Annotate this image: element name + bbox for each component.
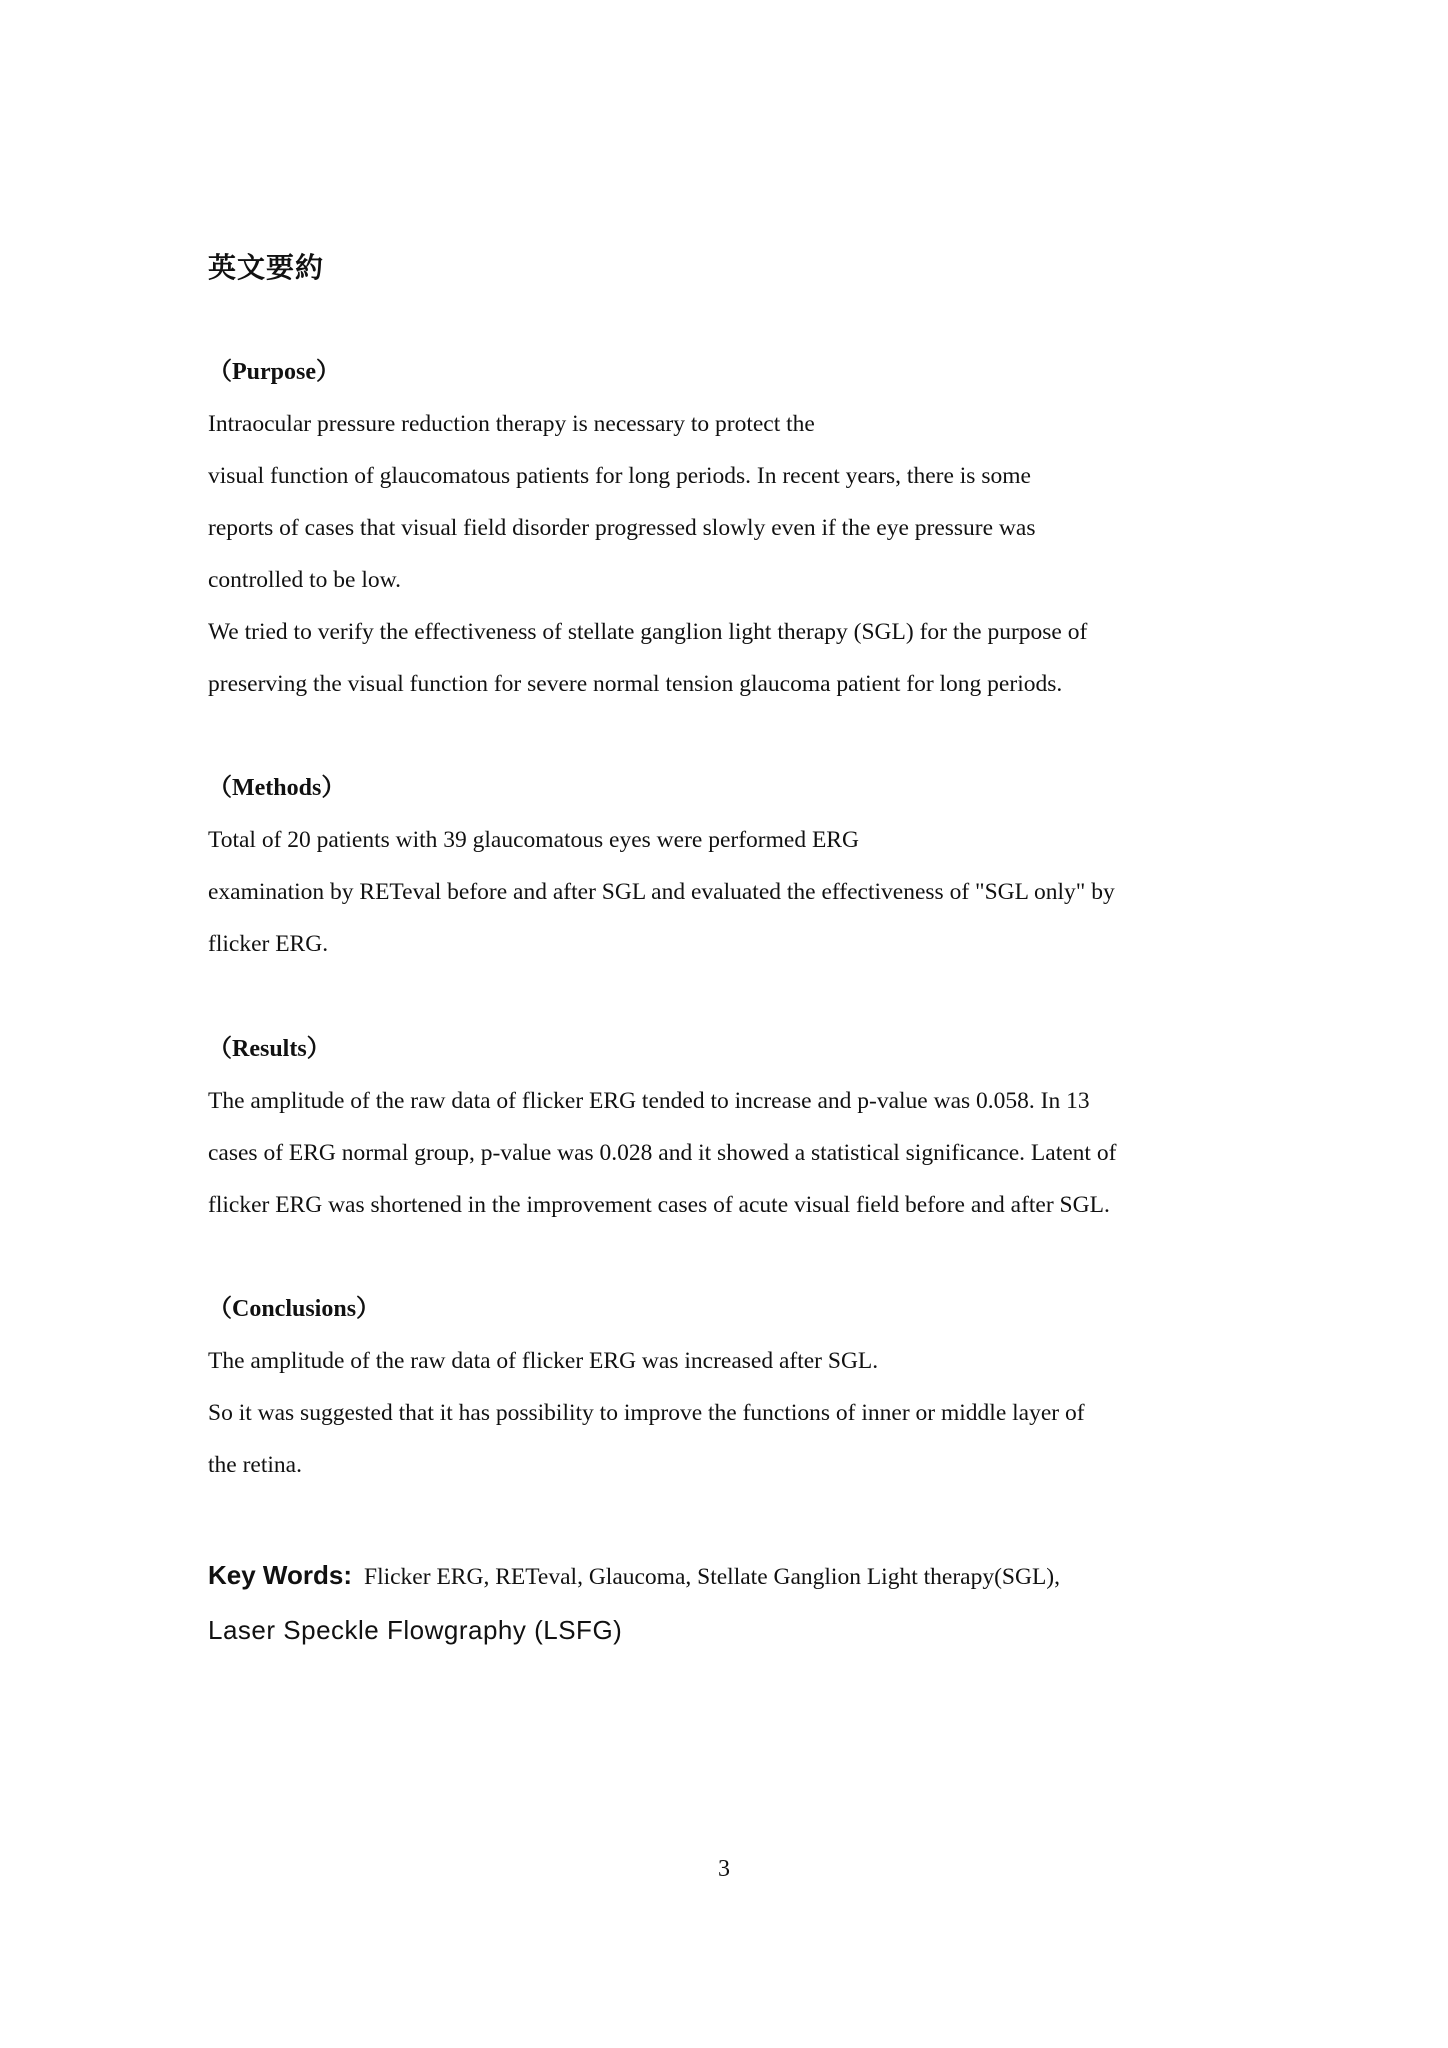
keywords-row	[208, 1550, 1308, 1605]
results-line: flicker ERG was shortened in the improvement cases of acute visual field before and after SGL.	[208, 1192, 1110, 1218]
conclusions-line: the retina.	[208, 1452, 302, 1478]
results-line: The amplitude of the raw data of flicker ERG tended to increase and p-value was 0.058. In 13	[208, 1088, 1090, 1114]
methods-line: Total of 20 patients with 39 glaucomatous eyes were performed ERG	[208, 827, 859, 853]
keywords-line-2: Laser Speckle Flowgraphy (LSFG)	[208, 1615, 623, 1645]
conclusions-line: The amplitude of the raw data of flicker ERG was increased after SGL.	[208, 1348, 879, 1374]
section-title-results: （Results）	[208, 1036, 331, 1062]
section-body-purpose	[208, 398, 1268, 710]
purpose-line: We tried to verify the effectiveness of stellate ganglion light therapy (SGL) for the purpose of	[208, 619, 1088, 645]
section-body-results	[208, 1075, 1268, 1231]
page-number: 3	[718, 1856, 730, 1882]
section-title-conclusions: （Conclusions）	[208, 1296, 381, 1322]
keywords-label: Key Words:	[208, 1560, 352, 1590]
purpose-line: controlled to be low.	[208, 567, 401, 593]
purpose-line: visual function of glaucomatous patients for long periods. In recent years, there is some	[208, 463, 1031, 489]
purpose-line: Intraocular pressure reduction therapy is necessary to protect the	[208, 411, 815, 437]
purpose-line: preserving the visual function for severe normal tension glaucoma patient for long periods.	[208, 671, 1063, 697]
conclusions-line: So it was suggested that it has possibility to improve the functions of inner or middle layer of	[208, 1400, 1085, 1426]
methods-line: flicker ERG.	[208, 931, 329, 957]
results-line: cases of ERG normal group, p-value was 0.028 and it showed a statistical significance. Latent of	[208, 1140, 1117, 1166]
section-title-purpose: （Purpose）	[208, 359, 340, 385]
abstract-heading: 英文要約	[208, 251, 325, 284]
section-body-conclusions	[208, 1335, 1268, 1491]
section-body-methods	[208, 814, 1268, 970]
keywords-line-1: Flicker ERG, RETeval, Glaucoma, Stellate Ganglion Light therapy(SGL),	[364, 1564, 1061, 1590]
keywords-block	[208, 1550, 1308, 1655]
purpose-line: reports of cases that visual field disorder progressed slowly even if the eye pressure was	[208, 515, 1036, 541]
section-title-methods: （Methods）	[208, 775, 346, 801]
methods-line: examination by RETeval before and after SGL and evaluated the effectiveness of "SGL only" by	[208, 879, 1115, 905]
